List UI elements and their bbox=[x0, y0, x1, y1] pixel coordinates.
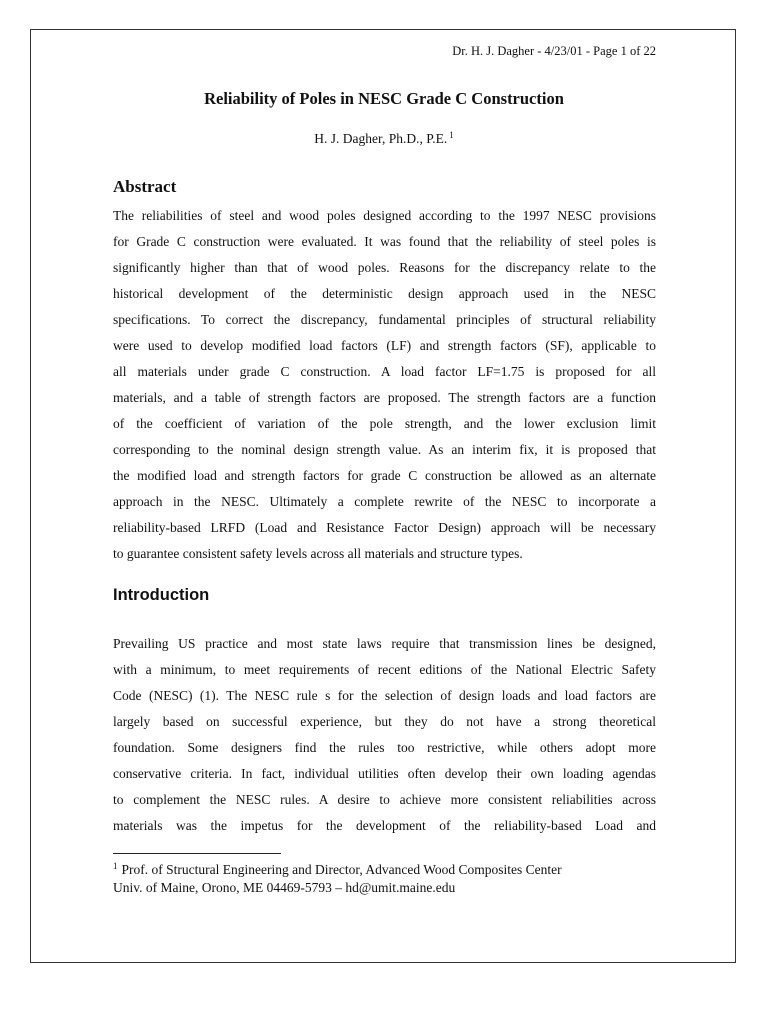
author-footnote-mark: 1 bbox=[449, 130, 454, 140]
paper-title: Reliability of Poles in NESC Grade C Construction bbox=[204, 89, 564, 108]
footnote-line-1 bbox=[113, 857, 562, 879]
abstract-line: specifications. To correct the discrepancy, fundamental principles of structural reliability bbox=[113, 312, 656, 327]
footnote-mark: 1 bbox=[113, 861, 118, 871]
abstract-line: The reliabilities of steel and wood poles designed according to the 1997 NESC provisions bbox=[113, 208, 656, 223]
abstract-line: to guarantee consistent safety levels across all materials and structure types. bbox=[113, 546, 523, 561]
introduction-line: Code (NESC) (1). The NESC rule s for the selection of design loads and load factors are bbox=[113, 688, 656, 703]
introduction-line: largely based on successful experience, but they do not have a strong theoretical bbox=[113, 714, 656, 729]
footnote-divider bbox=[113, 853, 281, 854]
introduction-line: conservative criteria. In fact, individual utilities often develop their own loading agendas bbox=[113, 766, 656, 781]
introduction-line: with a minimum, to meet requirements of recent editions of the National Electric Safety bbox=[113, 662, 656, 677]
abstract-line: the modified load and strength factors for grade C construction be allowed as an alternate bbox=[113, 468, 656, 483]
abstract-line: significantly higher than that of wood poles. Reasons for the discrepancy relate to the bbox=[113, 260, 656, 275]
abstract-line: historical development of the deterministic design approach used in the NESC bbox=[113, 286, 656, 301]
abstract-line: of the coefficient of variation of the pole strength, and the lower exclusion limit bbox=[113, 416, 656, 431]
running-header: Dr. H. J. Dagher - 4/23/01 - Page 1 of 22 bbox=[452, 44, 656, 58]
abstract-heading: Abstract bbox=[113, 177, 177, 196]
abstract-line: reliability-based LRFD (Load and Resistance Factor Design) approach will be necessary bbox=[113, 520, 656, 535]
introduction-body bbox=[113, 631, 656, 839]
abstract-line: for Grade C construction were evaluated. It was found that the reliability of steel poles is bbox=[113, 234, 656, 249]
footnote-line-2: Univ. of Maine, Orono, ME 04469-5793 – hd@umit.maine.edu bbox=[113, 880, 456, 895]
abstract-line: approach in the NESC. Ultimately a complete rewrite of the NESC to incorporate a bbox=[113, 494, 656, 509]
introduction-line: foundation. Some designers find the rules too restrictive, while others adopt more bbox=[113, 740, 656, 755]
introduction-line: materials was the impetus for the development of the reliability-based Load and bbox=[113, 818, 656, 833]
author-name: H. J. Dagher, Ph.D., P.E. bbox=[314, 131, 448, 146]
footnote-text-1: Prof. of Structural Engineering and Director, Advanced Wood Composites Center bbox=[121, 862, 562, 877]
abstract-line: corresponding to the nominal design strength value. As an interim fix, it is proposed that bbox=[113, 442, 656, 457]
abstract-line: all materials under grade C construction. A load factor LF=1.75 is proposed for all bbox=[113, 364, 656, 379]
footnote bbox=[113, 857, 562, 897]
abstract-line: materials, and a table of strength factors are proposed. The strength factors are a function bbox=[113, 390, 656, 405]
abstract-line: were used to develop modified load factors (LF) and strength factors (SF), applicable to bbox=[113, 338, 656, 353]
introduction-line: to complement the NESC rules. A desire to achieve more consistent reliabilities across bbox=[113, 792, 656, 807]
abstract-body bbox=[113, 203, 656, 567]
author-line bbox=[0, 130, 768, 147]
introduction-line: Prevailing US practice and most state laws require that transmission lines be designed, bbox=[113, 636, 656, 651]
introduction-heading: Introduction bbox=[113, 586, 210, 604]
